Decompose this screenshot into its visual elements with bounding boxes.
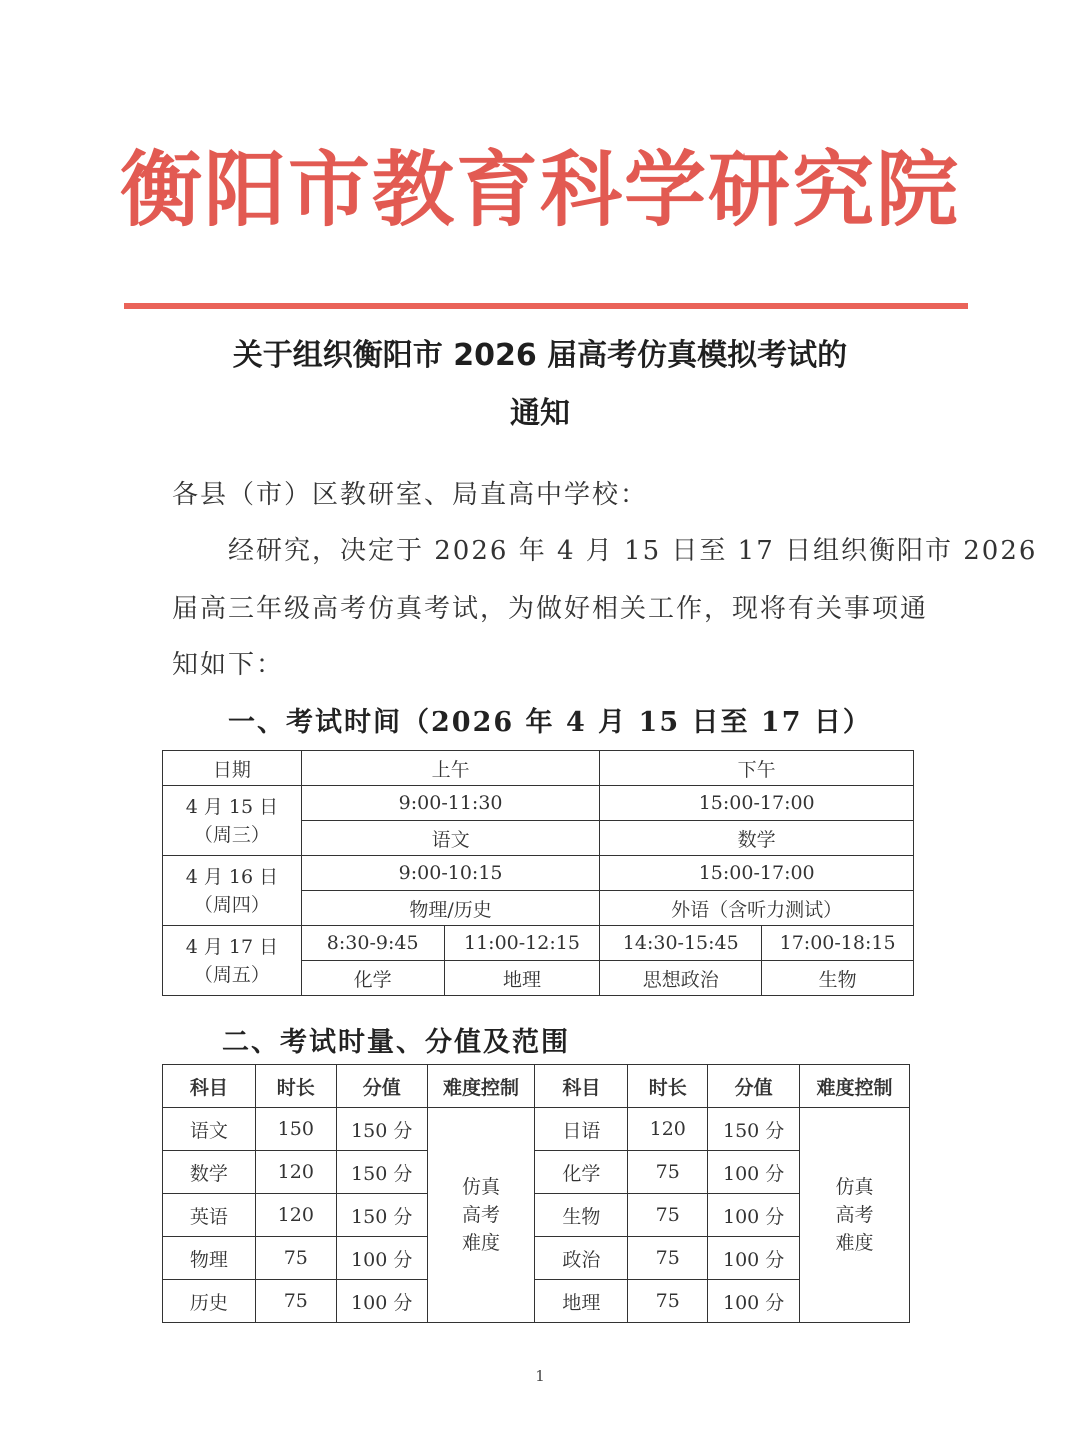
subject-cell: 语文	[163, 1108, 256, 1151]
paragraph-line-3: 知如下：	[172, 650, 285, 680]
header-score: 分值	[336, 1065, 427, 1108]
difficulty-text: 高考	[462, 1204, 501, 1226]
letterhead-org-name: 衡阳市教育科学研究院	[119, 142, 960, 238]
difficulty-text: 高考	[835, 1204, 874, 1226]
score-cell: 100 分	[708, 1151, 800, 1194]
header-duration: 时长	[255, 1065, 336, 1108]
difficulty-text: 仿真	[835, 1176, 874, 1198]
table-row	[163, 1280, 910, 1323]
paragraph-line-2: 届高三年级高考仿真考试，为做好相关工作，现将有关事项通	[172, 594, 929, 624]
weekday-label: （周四）	[193, 893, 270, 916]
slot-time: 8:30-9:45	[301, 926, 444, 961]
slot-subject: 生物	[762, 961, 914, 996]
score-cell: 100 分	[708, 1237, 800, 1280]
header-duration: 时长	[628, 1065, 708, 1108]
slot-time: 17:00-18:15	[762, 926, 914, 961]
notice-title-line2: 通知	[510, 396, 570, 431]
table-row	[163, 1194, 910, 1237]
header-subject: 科目	[535, 1065, 628, 1108]
table-row	[163, 1237, 910, 1280]
duration-cell: 75	[255, 1237, 336, 1280]
pm-subject: 外语（含听力测试）	[600, 891, 914, 926]
subject-cell: 地理	[535, 1280, 628, 1323]
date-cell	[163, 926, 302, 996]
slot-time: 14:30-15:45	[600, 926, 762, 961]
slot-time: 11:00-12:15	[444, 926, 600, 961]
score-cell: 150 分	[708, 1108, 800, 1151]
subject-cell: 日语	[535, 1108, 628, 1151]
table-row	[163, 1108, 910, 1151]
notice-title-line1: 关于组织衡阳市 2026 届高考仿真模拟考试的	[232, 338, 848, 373]
score-cell: 100 分	[708, 1280, 800, 1323]
header-subject: 科目	[163, 1065, 256, 1108]
table-row	[163, 1151, 910, 1194]
score-cell: 100 分	[708, 1194, 800, 1237]
date-cell	[163, 786, 302, 856]
table-row	[163, 856, 914, 891]
header-difficulty: 难度控制	[800, 1065, 910, 1108]
table-row	[163, 786, 914, 821]
difficulty-cell-left	[427, 1108, 535, 1323]
difficulty-text: 难度	[462, 1232, 501, 1254]
duration-cell: 120	[255, 1151, 336, 1194]
subject-cell: 历史	[163, 1280, 256, 1323]
am-time: 9:00-11:30	[301, 786, 600, 821]
letterhead-red-rule	[124, 303, 968, 309]
duration-cell: 120	[628, 1108, 708, 1151]
header-date: 日期	[163, 751, 302, 786]
subject-cell: 化学	[535, 1151, 628, 1194]
score-cell: 100 分	[336, 1237, 427, 1280]
subject-cell: 生物	[535, 1194, 628, 1237]
duration-cell: 120	[255, 1194, 336, 1237]
subject-cell: 物理	[163, 1237, 256, 1280]
score-cell: 150 分	[336, 1151, 427, 1194]
duration-cell: 75	[255, 1280, 336, 1323]
paragraph-line-1: 经研究，决定于 2026 年 4 月 15 日至 17 日组织衡阳市 2026	[228, 536, 1038, 566]
weekday-label: （周三）	[193, 823, 270, 846]
pm-subject: 数学	[600, 821, 914, 856]
page-number: 1	[535, 1367, 545, 1385]
slot-subject: 地理	[444, 961, 600, 996]
table-row	[163, 751, 914, 786]
am-time: 9:00-10:15	[301, 856, 600, 891]
duration-cell: 150	[255, 1108, 336, 1151]
header-morning: 上午	[301, 751, 600, 786]
duration-cell: 75	[628, 1151, 708, 1194]
duration-cell: 75	[628, 1237, 708, 1280]
header-difficulty: 难度控制	[427, 1065, 535, 1108]
duration-cell: 75	[628, 1194, 708, 1237]
date-label: 4 月 17 日	[185, 935, 279, 958]
am-subject: 语文	[301, 821, 600, 856]
date-label: 4 月 16 日	[185, 865, 279, 888]
am-subject: 物理/历史	[301, 891, 600, 926]
header-afternoon: 下午	[600, 751, 914, 786]
slot-subject: 化学	[301, 961, 444, 996]
date-cell	[163, 856, 302, 926]
date-label: 4 月 15 日	[185, 795, 279, 818]
subject-cell: 政治	[535, 1237, 628, 1280]
salutation: 各县（市）区教研室、局直高中学校：	[172, 480, 649, 510]
subject-cell: 英语	[163, 1194, 256, 1237]
difficulty-text: 仿真	[462, 1176, 501, 1198]
exam-scoring-table	[162, 1064, 910, 1323]
slot-subject: 思想政治	[600, 961, 762, 996]
subject-cell: 数学	[163, 1151, 256, 1194]
score-cell: 100 分	[336, 1280, 427, 1323]
difficulty-cell-right	[800, 1108, 910, 1323]
difficulty-text: 难度	[835, 1232, 874, 1254]
duration-cell: 75	[628, 1280, 708, 1323]
score-cell: 150 分	[336, 1194, 427, 1237]
weekday-label: （周五）	[193, 963, 270, 986]
score-cell: 150 分	[336, 1108, 427, 1151]
pm-time: 15:00-17:00	[600, 856, 914, 891]
section1-heading: 一、考试时间（2026 年 4 月 15 日至 17 日）	[228, 707, 872, 738]
header-score: 分值	[708, 1065, 800, 1108]
table-row	[163, 1065, 910, 1108]
table-row	[163, 926, 914, 961]
pm-time: 15:00-17:00	[600, 786, 914, 821]
exam-schedule-table	[162, 750, 914, 996]
section2-heading: 二、考试时量、分值及范围	[222, 1027, 570, 1058]
